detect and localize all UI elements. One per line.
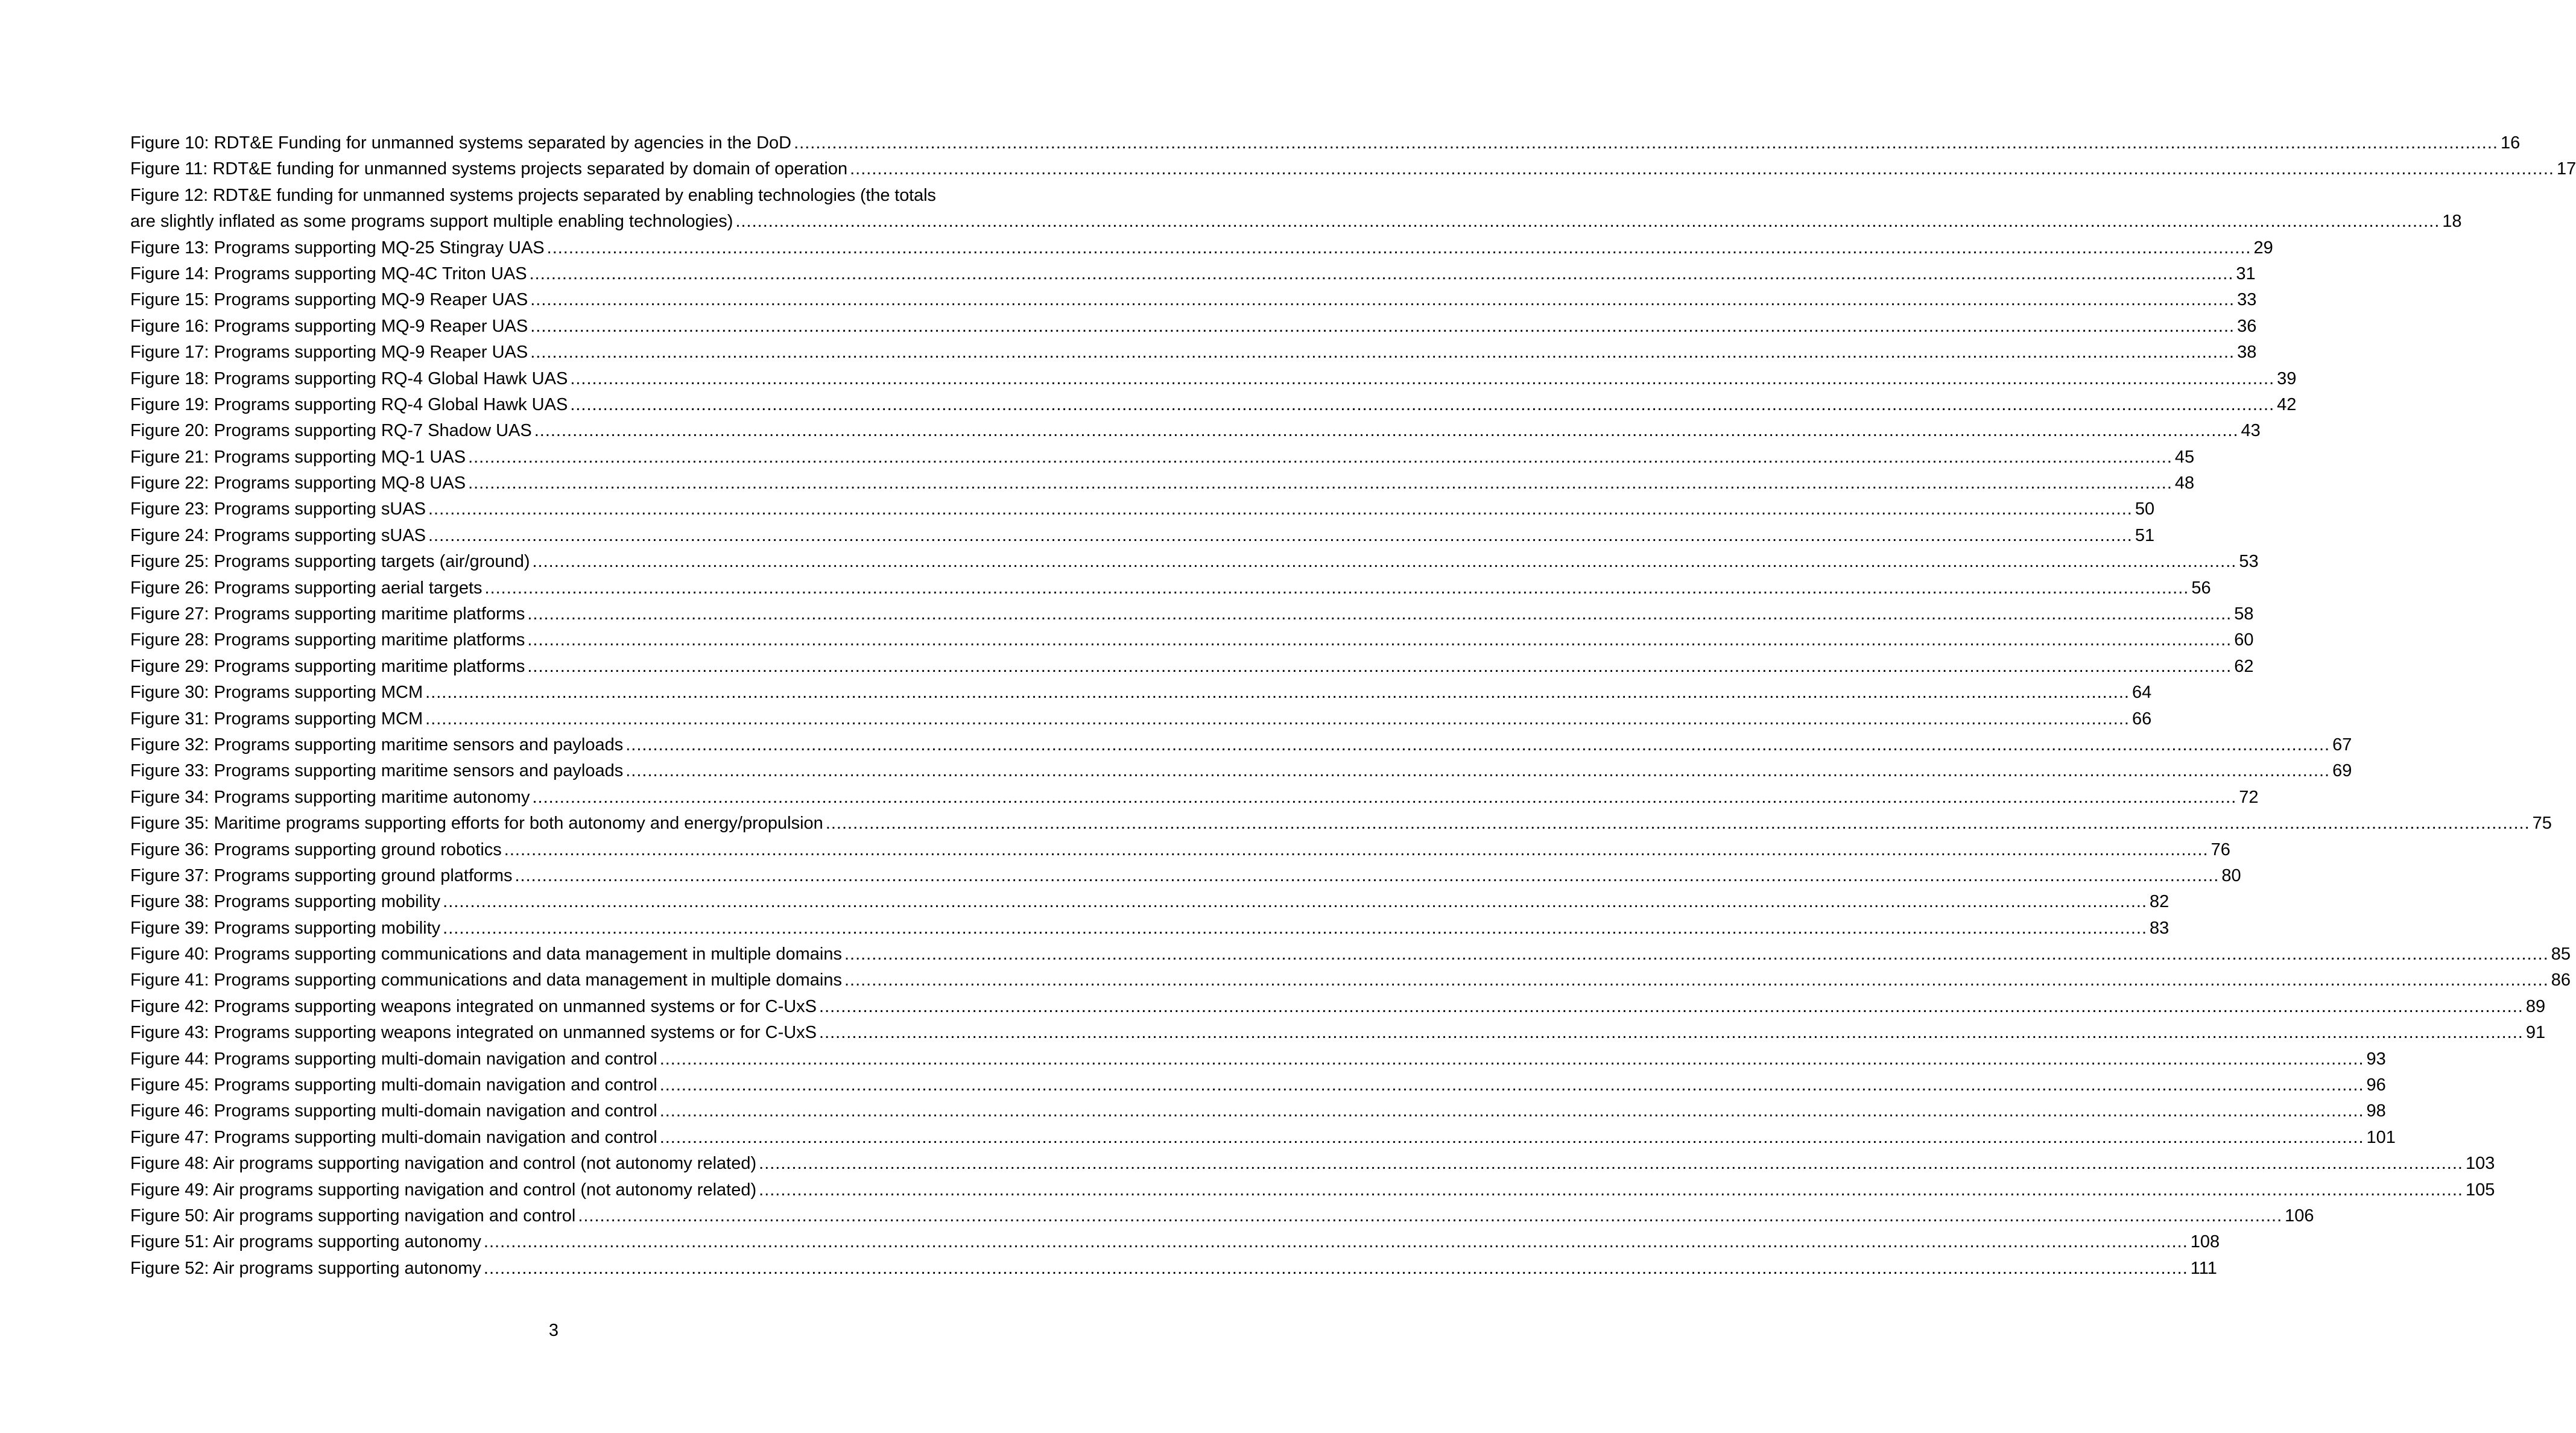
toc-entry[interactable] <box>130 1072 2386 1098</box>
toc-entry[interactable] <box>130 758 2352 784</box>
toc-entry-page: 64 <box>2131 683 2152 703</box>
dot-leader <box>850 156 2554 182</box>
toc-entry-title: Figure 38: Programs supporting mobility <box>130 892 441 912</box>
toc-entry-page: 66 <box>2131 709 2152 729</box>
toc-entry-title: Figure 26: Programs supporting aerial targets <box>130 578 483 598</box>
toc-entry-title: Figure 48: Air programs supporting navigation and control (not autonomy related) <box>130 1154 757 1174</box>
toc-entry[interactable] <box>130 235 2273 261</box>
dot-leader <box>532 549 2236 575</box>
toc-entry-title: Figure 13: Programs supporting MQ-25 Stingray UAS <box>130 238 545 258</box>
toc-entry-title: Figure 41: Programs supporting communications and data management in multiple domains <box>130 970 842 990</box>
toc-entry[interactable] <box>130 496 2155 522</box>
toc-entry[interactable] <box>130 156 2576 182</box>
toc-entry[interactable] <box>130 654 2254 680</box>
dot-leader <box>428 496 2133 522</box>
toc-entry-title: Figure 16: Programs supporting MQ-9 Reaper UAS <box>130 316 528 336</box>
toc-entry-title: Figure 19: Programs supporting RQ-4 Global Hawk UAS <box>130 394 568 414</box>
toc-entry-title: Figure 27: Programs supporting maritime platforms <box>130 604 525 624</box>
toc-entry-title: Figure 23: Programs supporting sUAS <box>130 499 426 519</box>
toc-entry[interactable] <box>130 1098 2386 1124</box>
toc-entry-title: Figure 51: Air programs supporting autonomy <box>130 1232 481 1252</box>
toc-entry-page: 51 <box>2135 525 2155 545</box>
toc-entry-title: Figure 30: Programs supporting MCM <box>130 683 423 703</box>
toc-entry-page: 86 <box>2551 970 2571 990</box>
toc-entry-page: 93 <box>2366 1049 2386 1069</box>
toc-entry-page: 48 <box>2174 473 2195 493</box>
table-of-figures <box>130 130 2576 1282</box>
toc-entry[interactable] <box>130 575 2211 601</box>
dot-leader <box>735 209 2440 235</box>
toc-entry-page: 39 <box>2277 369 2297 388</box>
toc-entry-title: Figure 10: RDT&E Funding for unmanned systems separated by agencies in the DoD <box>130 133 792 153</box>
toc-entry[interactable] <box>130 1151 2495 1177</box>
dot-leader <box>468 470 2173 496</box>
toc-entry-title: Figure 34: Programs supporting maritime autonomy <box>130 787 530 807</box>
toc-entry-page: 103 <box>2465 1154 2495 1174</box>
toc-entry[interactable] <box>130 1177 2495 1203</box>
toc-entry-page: 80 <box>2221 865 2241 885</box>
toc-entry-title: Figure 21: Programs supporting MQ-1 UAS <box>130 447 466 467</box>
toc-entry-page: 29 <box>2253 238 2273 258</box>
dot-leader <box>530 314 2235 340</box>
dot-leader <box>530 261 2234 287</box>
dot-leader <box>504 837 2209 863</box>
toc-entry-title: Figure 35: Maritime programs supporting efforts for both autonomy and energy/propulsion <box>130 814 823 834</box>
toc-entry-page: 58 <box>2234 604 2254 624</box>
dot-leader <box>484 1229 2188 1255</box>
page-number: 3 <box>548 1321 559 1340</box>
dot-leader <box>660 1098 2364 1124</box>
toc-entry[interactable] <box>130 785 2259 811</box>
toc-entry-title: Figure 31: Programs supporting MCM <box>130 709 423 729</box>
toc-entry-page: 38 <box>2237 343 2257 362</box>
toc-entry-title: Figure 45: Programs supporting multi-domain navigation and control <box>130 1075 657 1095</box>
toc-entry-page: 89 <box>2525 996 2546 1016</box>
toc-entry-title: Figure 50: Air programs supporting navigation and control <box>130 1206 576 1226</box>
dot-leader <box>794 130 2498 156</box>
toc-entry[interactable] <box>130 261 2256 287</box>
toc-entry-page: 17 <box>2556 159 2576 179</box>
dot-leader <box>527 627 2232 653</box>
dot-leader <box>660 1046 2364 1072</box>
toc-entry[interactable] <box>130 601 2254 627</box>
toc-entry-title: Figure 28: Programs supporting maritime platforms <box>130 630 525 650</box>
toc-entry[interactable] <box>130 340 2257 365</box>
toc-entry-page: 53 <box>2239 552 2259 572</box>
toc-entry[interactable] <box>130 994 2546 1020</box>
toc-entry[interactable] <box>130 680 2152 706</box>
toc-entry-page: 62 <box>2234 656 2254 676</box>
toc-entry-title: Figure 43: Programs supporting weapons integrated on unmanned systems or for C-UxS <box>130 1023 817 1043</box>
toc-entry-title: Figure 25: Programs supporting targets (air/ground) <box>130 552 530 572</box>
toc-entry-title: Figure 49: Air programs supporting navigation and control (not autonomy related) <box>130 1180 757 1200</box>
toc-entry-title: Figure 17: Programs supporting MQ-9 Reaper UAS <box>130 343 528 362</box>
toc-entry[interactable] <box>130 863 2241 889</box>
toc-entry[interactable] <box>130 811 2552 837</box>
toc-entry[interactable] <box>130 627 2254 653</box>
dot-leader <box>527 654 2232 680</box>
dot-leader <box>530 340 2235 365</box>
toc-entry-page: 101 <box>2366 1127 2396 1147</box>
toc-entry-title: Figure 37: Programs supporting ground platforms <box>130 865 513 885</box>
toc-entry-page: 16 <box>2500 133 2521 153</box>
toc-entry[interactable] <box>130 444 2195 470</box>
toc-entry-title: Figure 47: Programs supporting multi-domain navigation and control <box>130 1127 657 1147</box>
dot-leader <box>534 418 2239 444</box>
toc-entry[interactable] <box>130 549 2259 575</box>
toc-entry-page: 76 <box>2210 840 2230 859</box>
toc-entry-title: Figure 11: RDT&E funding for unmanned systems projects separated by domain of operation <box>130 159 848 179</box>
dot-leader <box>485 575 2189 601</box>
dot-leader <box>547 235 2252 261</box>
dot-leader <box>819 994 2524 1020</box>
dot-leader <box>826 811 2530 837</box>
toc-entry-title: Figure 42: Programs supporting weapons integrated on unmanned systems or for C-UxS <box>130 996 817 1016</box>
toc-entry-page: 106 <box>2285 1206 2314 1226</box>
toc-entry-page: 98 <box>2366 1101 2386 1121</box>
toc-entry-title: Figure 36: Programs supporting ground robotics <box>130 840 502 859</box>
toc-entry-page: 108 <box>2190 1232 2220 1252</box>
toc-entry-title: Figure 24: Programs supporting sUAS <box>130 525 426 545</box>
toc-entry-page: 83 <box>2150 918 2169 938</box>
dot-leader <box>443 916 2147 941</box>
toc-entry-page: 50 <box>2135 499 2155 519</box>
toc-entry[interactable] <box>130 366 2297 392</box>
toc-entry-title: Figure 29: Programs supporting maritime platforms <box>130 656 525 676</box>
toc-entry-page: 56 <box>2191 578 2211 598</box>
toc-entry-title: Figure 40: Programs supporting communications and data management in multiple domains <box>130 944 842 964</box>
toc-entry-title: Figure 39: Programs supporting mobility <box>130 918 441 938</box>
toc-entry-page: 18 <box>2442 212 2462 232</box>
dot-leader <box>570 392 2274 418</box>
toc-entry-title: Figure 14: Programs supporting MQ-4C Triton UAS <box>130 264 527 283</box>
toc-entry-page: 31 <box>2236 264 2256 283</box>
toc-entry-page: 60 <box>2234 630 2254 650</box>
toc-entry-page: 43 <box>2241 421 2261 441</box>
toc-entry[interactable] <box>130 1256 2217 1282</box>
toc-entry[interactable] <box>130 916 2169 941</box>
toc-entry[interactable] <box>130 1203 2314 1229</box>
toc-entry-page: 96 <box>2366 1075 2386 1095</box>
toc-entry[interactable] <box>130 314 2257 340</box>
dot-leader <box>819 1020 2524 1046</box>
toc-entry[interactable] <box>130 130 2521 156</box>
toc-entry-page: 111 <box>2190 1258 2217 1278</box>
toc-entry[interactable] <box>130 941 2571 967</box>
dot-leader <box>468 444 2173 470</box>
dot-leader <box>578 1203 2282 1229</box>
dot-leader <box>425 706 2130 732</box>
toc-entry[interactable] <box>130 889 2169 915</box>
dot-leader <box>759 1177 2463 1203</box>
toc-entry-page: 36 <box>2237 316 2257 336</box>
dot-leader <box>625 758 2330 784</box>
dot-leader <box>844 967 2549 993</box>
toc-entry-page: 42 <box>2277 394 2297 414</box>
dot-leader <box>660 1072 2364 1098</box>
dot-leader <box>443 889 2147 915</box>
toc-entry-title: Figure 18: Programs supporting RQ-4 Global Hawk UAS <box>130 369 568 388</box>
toc-entry[interactable] <box>130 287 2257 313</box>
toc-entry[interactable] <box>130 392 2297 418</box>
toc-entry-title: Figure 20: Programs supporting RQ-7 Shadow UAS <box>130 421 532 441</box>
toc-entry-page: 91 <box>2525 1023 2546 1043</box>
toc-entry[interactable] <box>130 523 2155 549</box>
toc-entry-page: 67 <box>2332 735 2352 754</box>
toc-entry[interactable] <box>130 183 2462 235</box>
toc-entry[interactable] <box>130 1020 2546 1046</box>
dot-leader <box>570 366 2274 392</box>
toc-entry-page: 85 <box>2551 944 2571 964</box>
dot-leader <box>844 941 2549 967</box>
toc-entry-title: Figure 33: Programs supporting maritime sensors and payloads <box>130 761 624 781</box>
toc-entry[interactable] <box>130 732 2352 758</box>
toc-entry[interactable] <box>130 470 2195 496</box>
dot-leader <box>530 287 2235 313</box>
toc-entry-page: 69 <box>2332 761 2352 781</box>
toc-entry-title: Figure 22: Programs supporting MQ-8 UAS <box>130 473 466 493</box>
toc-entry-title: Figure 44: Programs supporting multi-domain navigation and control <box>130 1049 657 1069</box>
dot-leader <box>428 523 2133 549</box>
dot-leader <box>514 863 2219 889</box>
toc-entry-title: Figure 46: Programs supporting multi-domain navigation and control <box>130 1101 657 1121</box>
toc-entry[interactable] <box>130 837 2230 863</box>
toc-entry-page: 82 <box>2150 892 2169 912</box>
dot-leader <box>425 680 2130 706</box>
dot-leader <box>625 732 2330 758</box>
toc-entry-title: are slightly inflated as some programs support multiple enabling technologies) <box>130 212 733 232</box>
toc-entry[interactable] <box>130 1125 2396 1151</box>
dot-leader <box>532 785 2236 811</box>
toc-entry-page: 33 <box>2237 290 2257 310</box>
toc-entry-title: Figure 32: Programs supporting maritime sensors and payloads <box>130 735 624 754</box>
dot-leader <box>527 601 2232 627</box>
toc-entry-page: 45 <box>2174 447 2195 467</box>
toc-entry-page: 105 <box>2465 1180 2495 1200</box>
toc-entry-title-line1: Figure 12: RDT&E funding for unmanned systems projects separated by enabling technologies (the totals <box>130 185 936 205</box>
toc-entry-title: Figure 52: Air programs supporting autonomy <box>130 1258 481 1278</box>
toc-entry-page: 72 <box>2239 787 2259 807</box>
dot-leader <box>660 1125 2364 1151</box>
dot-leader <box>484 1256 2188 1282</box>
dot-leader <box>759 1151 2463 1177</box>
toc-entry-page: 75 <box>2532 814 2552 834</box>
toc-entry[interactable] <box>130 1229 2220 1255</box>
toc-entry[interactable] <box>130 418 2261 444</box>
toc-entry-title: Figure 15: Programs supporting MQ-9 Reaper UAS <box>130 290 528 310</box>
toc-entry[interactable] <box>130 1046 2386 1072</box>
toc-entry[interactable] <box>130 706 2152 732</box>
toc-entry[interactable] <box>130 968 2571 994</box>
